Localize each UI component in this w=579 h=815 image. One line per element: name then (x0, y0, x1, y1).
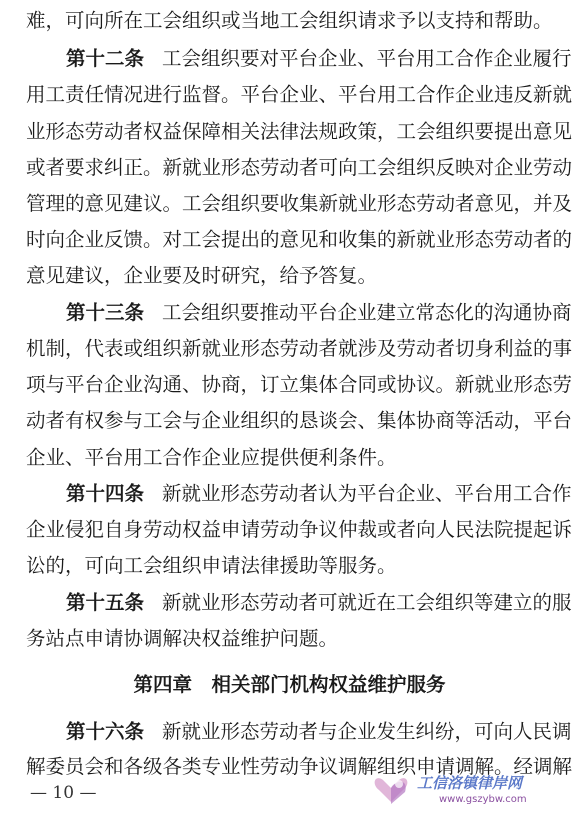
watermark (369, 770, 569, 814)
article-14-label: 第十四条 (66, 482, 145, 505)
text-line-3: 用工责任情况进行监督。平台企业、平台用工合作企业违反新就 (26, 83, 573, 106)
text-line-8: 意见建议，企业要及时研究，给予答复。 (26, 264, 378, 287)
text-line-18: 务站点申请协调解决权益维护问题。 (26, 627, 339, 650)
article-15-line-1: 第十五条 新就业形态劳动者可就近在工会组织等建立的服 (66, 591, 572, 614)
text-line-11: 项与平台企业沟通、协商，订立集体合同或协议。新就业形态劳 (26, 373, 573, 396)
article-14-line-1: 第十四条 新就业形态劳动者认为平台企业、平台用工合作 (66, 482, 572, 505)
text-line-20: 解委员会和各级各类专业性劳动争议调解组织申请调解。经调解 (26, 755, 573, 778)
text-line-5: 或者要求纠正。新就业形态劳动者可向工会组织反映对企业劳动 (26, 156, 573, 179)
text-line-1: 难，可向所在工会组织或当地工会组织请求予以支持和帮助。 (26, 9, 553, 32)
chapter-heading: 第四章 相关部门机构权益维护服务 (133, 673, 446, 696)
page-number: — 10 — (30, 783, 97, 803)
article-16-line-1: 第十六条 新就业形态劳动者与企业发生纠纷，可向人民调 (66, 720, 572, 743)
text-line-4: 业形态劳动者权益保障相关法律法规政策，工会组织要提出意见 (26, 120, 573, 143)
text-line-13: 企业、平台用工合作企业应提供便利条件。 (26, 446, 397, 469)
watermark-logo-icon (369, 770, 415, 814)
article-12-label: 第十二条 (66, 47, 145, 70)
text-line-6: 管理的意见建议。工会组织要收集新就业形态劳动者意见，并及 (26, 192, 573, 215)
text-line-16: 讼的，可向工会组织申请法律援助等服务。 (26, 554, 397, 577)
text-line-7: 时向企业反馈。对工会提出的意见和收集的新就业形态劳动者的 (26, 228, 573, 251)
text-line-15: 企业侵犯自身劳动权益申请劳动争议仲裁或者向人民法院提起诉 (26, 518, 573, 541)
article-13-label: 第十三条 (66, 301, 145, 324)
article-15-label: 第十五条 (66, 591, 145, 614)
text-line-12: 动者有权参与工会与企业组织的恳谈会、集体协商等活动，平台 (26, 409, 573, 432)
watermark-url: www.gszybw.com (439, 794, 527, 805)
text-line-10: 机制，代表或组织新就业形态劳动者就涉及劳动者切身利益的事 (26, 337, 573, 360)
article-16-label: 第十六条 (66, 720, 145, 743)
article-12-line-1: 第十二条 工会组织要对平台企业、平台用工合作企业履行 (66, 47, 572, 70)
watermark-title: 工信洛镇律岸网 (417, 774, 523, 792)
article-13-line-1: 第十三条 工会组织要推动平台企业建立常态化的沟通协商 (66, 301, 572, 324)
